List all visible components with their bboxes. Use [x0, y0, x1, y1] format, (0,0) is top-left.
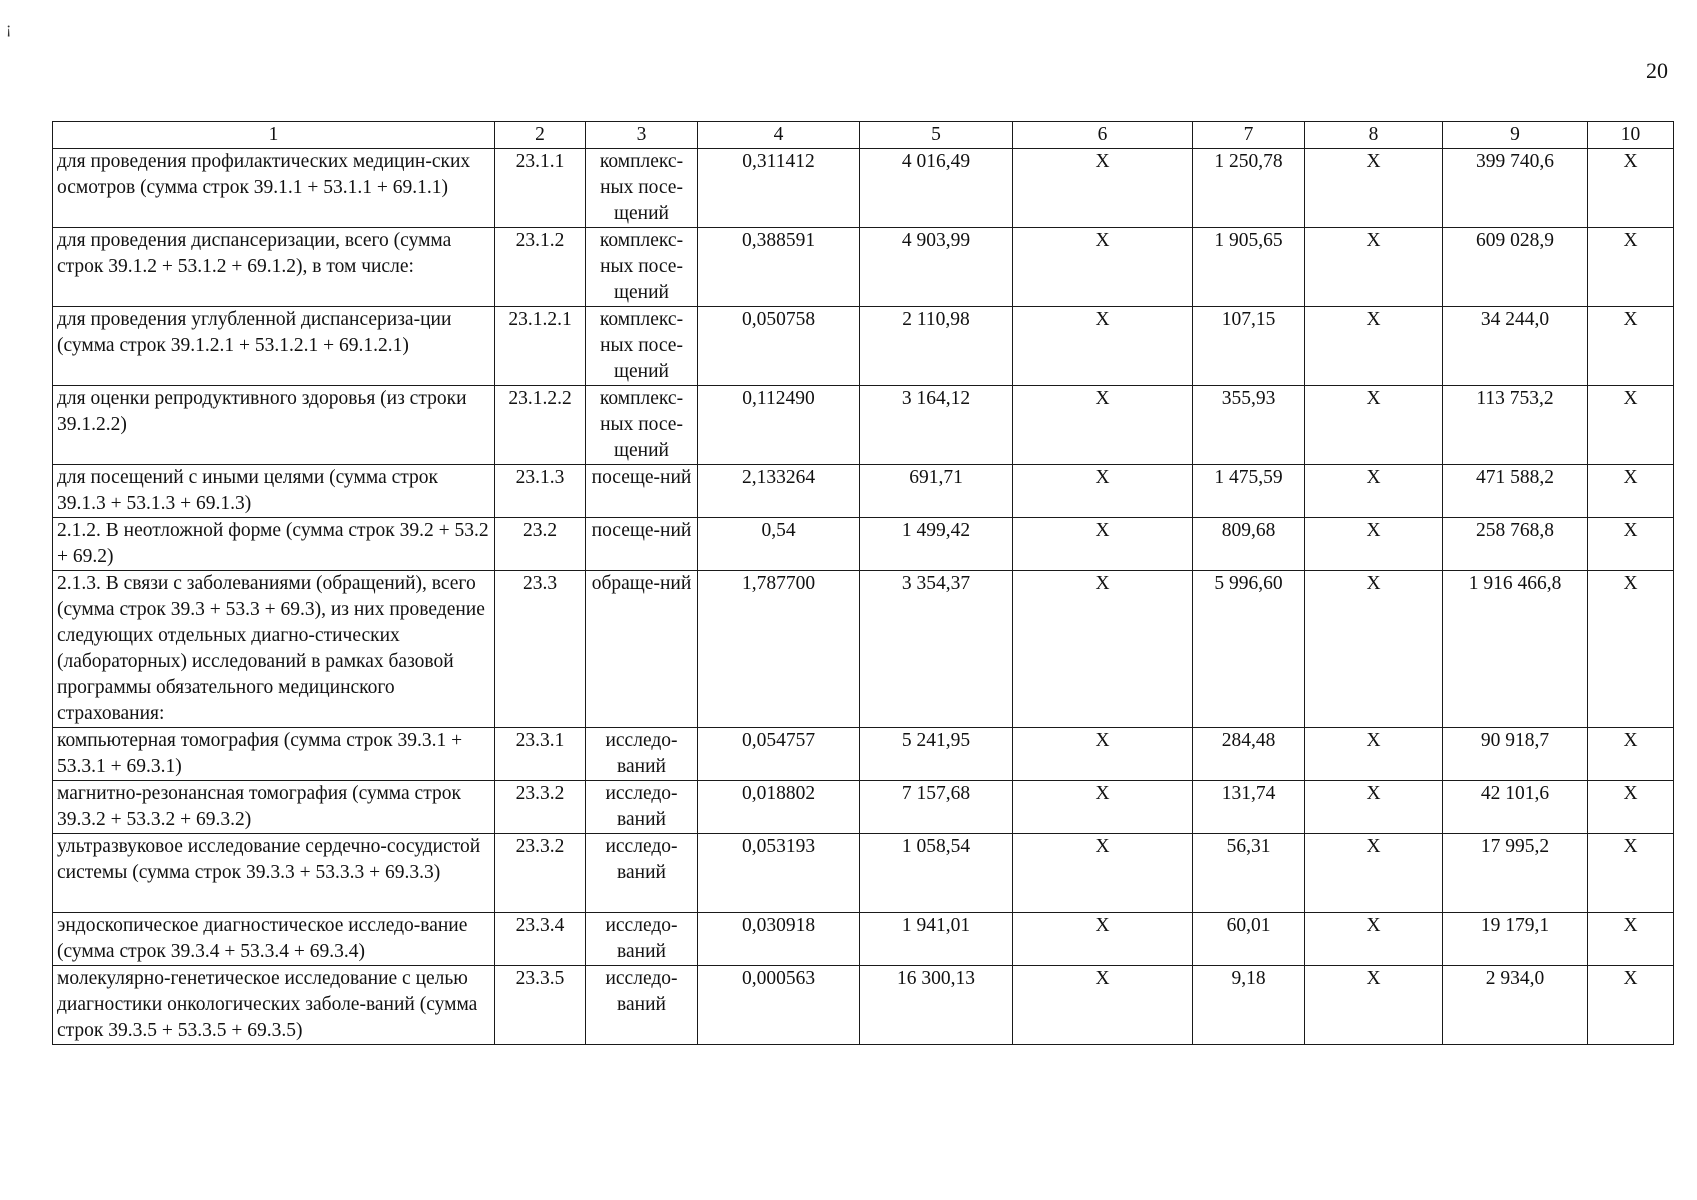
table-row — [53, 465, 1674, 518]
cell-col-4: 0,030918 — [698, 913, 860, 966]
cell-col-4: 0,050758 — [698, 307, 860, 386]
row-unit: исследо-ваний — [586, 913, 698, 966]
table-row — [53, 728, 1674, 781]
cell-col-6: X — [1013, 966, 1193, 1045]
cell-col-6: X — [1013, 781, 1193, 834]
row-unit: исследо-ваний — [586, 834, 698, 913]
column-header: 9 — [1443, 122, 1588, 149]
cell-col-9: 609 028,9 — [1443, 228, 1588, 307]
cell-col-5: 7 157,68 — [860, 781, 1013, 834]
row-code: 23.3.2 — [495, 834, 586, 913]
cell-col-7: 355,93 — [1193, 386, 1305, 465]
row-unit: обраще-ний — [586, 571, 698, 728]
row-code: 23.3.1 — [495, 728, 586, 781]
cell-col-9: 471 588,2 — [1443, 465, 1588, 518]
cell-col-9: 2 934,0 — [1443, 966, 1588, 1045]
table-row — [53, 228, 1674, 307]
cell-col-5: 2 110,98 — [860, 307, 1013, 386]
cell-col-10: X — [1588, 386, 1674, 465]
cell-col-8: X — [1305, 834, 1443, 913]
cell-col-7: 9,18 — [1193, 966, 1305, 1045]
cell-col-4: 0,54 — [698, 518, 860, 571]
cell-col-9: 113 753,2 — [1443, 386, 1588, 465]
cell-col-4: 0,311412 — [698, 149, 860, 228]
column-header: 10 — [1588, 122, 1674, 149]
row-code: 23.3.2 — [495, 781, 586, 834]
cell-col-5: 5 241,95 — [860, 728, 1013, 781]
row-code: 23.3.4 — [495, 913, 586, 966]
cell-col-7: 284,48 — [1193, 728, 1305, 781]
cell-col-8: X — [1305, 518, 1443, 571]
table-row — [53, 834, 1674, 913]
table-row — [53, 518, 1674, 571]
cell-col-10: X — [1588, 518, 1674, 571]
column-header: 5 — [860, 122, 1013, 149]
cell-col-10: X — [1588, 465, 1674, 518]
cell-col-6: X — [1013, 307, 1193, 386]
cell-col-6: X — [1013, 518, 1193, 571]
row-name: эндоскопическое диагностическое исследо-вание (сумма строк 39.3.4 + 53.3.4 + 69.3.4) — [53, 913, 495, 966]
row-unit: комплекс-ных посе-щений — [586, 228, 698, 307]
column-header: 6 — [1013, 122, 1193, 149]
cell-col-7: 809,68 — [1193, 518, 1305, 571]
cell-col-10: X — [1588, 149, 1674, 228]
cell-col-6: X — [1013, 228, 1193, 307]
row-name: для проведения диспансеризации, всего (сумма строк 39.1.2 + 53.1.2 + 69.1.2), в том числе: — [53, 228, 495, 307]
cell-col-9: 1 916 466,8 — [1443, 571, 1588, 728]
cell-col-10: X — [1588, 571, 1674, 728]
row-name: для посещений с иными целями (сумма строк 39.1.3 + 53.1.3 + 69.1.3) — [53, 465, 495, 518]
column-header: 8 — [1305, 122, 1443, 149]
row-code: 23.1.2 — [495, 228, 586, 307]
cell-col-8: X — [1305, 913, 1443, 966]
cell-col-4: 0,388591 — [698, 228, 860, 307]
cell-col-7: 1 475,59 — [1193, 465, 1305, 518]
cell-col-9: 42 101,6 — [1443, 781, 1588, 834]
cell-col-6: X — [1013, 728, 1193, 781]
row-unit: посеще-ний — [586, 465, 698, 518]
cell-col-7: 60,01 — [1193, 913, 1305, 966]
row-unit: исследо-ваний — [586, 781, 698, 834]
cell-col-6: X — [1013, 913, 1193, 966]
cell-col-6: X — [1013, 465, 1193, 518]
row-name: 2.1.2. В неотложной форме (сумма строк 39.2 + 53.2 + 69.2) — [53, 518, 495, 571]
cell-col-7: 56,31 — [1193, 834, 1305, 913]
cell-col-8: X — [1305, 386, 1443, 465]
row-unit: комплекс-ных посе-щений — [586, 307, 698, 386]
row-name: для проведения профилактических медицин-ских осмотров (сумма строк 39.1.1 + 53.1.1 + 69.1.1) — [53, 149, 495, 228]
cell-col-9: 19 179,1 — [1443, 913, 1588, 966]
row-name: для оценки репродуктивного здоровья (из строки 39.1.2.2) — [53, 386, 495, 465]
cell-col-10: X — [1588, 966, 1674, 1045]
cell-col-4: 0,053193 — [698, 834, 860, 913]
table-row — [53, 913, 1674, 966]
column-header: 7 — [1193, 122, 1305, 149]
row-code: 23.2 — [495, 518, 586, 571]
row-code: 23.1.1 — [495, 149, 586, 228]
cell-col-9: 258 768,8 — [1443, 518, 1588, 571]
cell-col-6: X — [1013, 834, 1193, 913]
cell-col-8: X — [1305, 571, 1443, 728]
cell-col-9: 399 740,6 — [1443, 149, 1588, 228]
table-row — [53, 571, 1674, 728]
cell-col-10: X — [1588, 307, 1674, 386]
cell-col-8: X — [1305, 728, 1443, 781]
column-header: 2 — [495, 122, 586, 149]
cell-col-5: 3 164,12 — [860, 386, 1013, 465]
page-number: 20 — [1646, 58, 1668, 83]
cell-col-5: 4 016,49 — [860, 149, 1013, 228]
header-row — [53, 122, 1674, 149]
cell-col-10: X — [1588, 728, 1674, 781]
cell-col-8: X — [1305, 307, 1443, 386]
cell-col-4: 0,112490 — [698, 386, 860, 465]
row-name: магнитно-резонансная томография (сумма строк 39.3.2 + 53.3.2 + 69.3.2) — [53, 781, 495, 834]
cell-col-8: X — [1305, 149, 1443, 228]
cell-col-5: 4 903,99 — [860, 228, 1013, 307]
data-table — [52, 121, 1674, 1045]
column-header: 4 — [698, 122, 860, 149]
cell-col-10: X — [1588, 228, 1674, 307]
table-row — [53, 966, 1674, 1045]
cell-col-6: X — [1013, 149, 1193, 228]
row-unit: комплекс-ных посе-щений — [586, 386, 698, 465]
cell-col-5: 691,71 — [860, 465, 1013, 518]
row-code: 23.3.5 — [495, 966, 586, 1045]
cell-col-10: X — [1588, 913, 1674, 966]
table-row — [53, 781, 1674, 834]
cell-col-5: 1 499,42 — [860, 518, 1013, 571]
cell-col-9: 34 244,0 — [1443, 307, 1588, 386]
cell-col-8: X — [1305, 781, 1443, 834]
table-row — [53, 307, 1674, 386]
row-code: 23.1.2.2 — [495, 386, 586, 465]
row-name: молекулярно-генетическое исследование с целью диагностики онкологических заболе-ваний (сумма строк 39.3.5 + 53.3.5 + 69.3.5) — [53, 966, 495, 1045]
cell-col-8: X — [1305, 966, 1443, 1045]
cell-col-4: 0,000563 — [698, 966, 860, 1045]
cell-col-4: 1,787700 — [698, 571, 860, 728]
cell-col-4: 0,018802 — [698, 781, 860, 834]
column-header: 1 — [53, 122, 495, 149]
column-header: 3 — [586, 122, 698, 149]
cell-col-5: 3 354,37 — [860, 571, 1013, 728]
row-code: 23.1.2.1 — [495, 307, 586, 386]
cell-col-5: 1 058,54 — [860, 834, 1013, 913]
cell-col-4: 2,133264 — [698, 465, 860, 518]
row-unit: посеще-ний — [586, 518, 698, 571]
row-code: 23.3 — [495, 571, 586, 728]
cell-col-7: 107,15 — [1193, 307, 1305, 386]
cell-col-10: X — [1588, 834, 1674, 913]
row-name: 2.1.3. В связи с заболеваниями (обращений), всего (сумма строк 39.3 + 53.3 + 69.3), из них проведение следующих отдельных диагно-стических (лабораторных) исследований в рамках базовой программы обязательного медицинского страхования: — [53, 571, 495, 728]
cell-col-7: 5 996,60 — [1193, 571, 1305, 728]
row-name: для проведения углубленной диспансериза-ции (сумма строк 39.1.2.1 + 53.1.2.1 + 69.1.2.1) — [53, 307, 495, 386]
cell-col-4: 0,054757 — [698, 728, 860, 781]
margin-mark: ¡ — [6, 20, 12, 37]
cell-col-5: 16 300,13 — [860, 966, 1013, 1045]
cell-col-8: X — [1305, 465, 1443, 518]
table-row — [53, 149, 1674, 228]
row-unit: исследо-ваний — [586, 966, 698, 1045]
cell-col-5: 1 941,01 — [860, 913, 1013, 966]
table-row — [53, 386, 1674, 465]
row-unit: исследо-ваний — [586, 728, 698, 781]
cell-col-6: X — [1013, 386, 1193, 465]
cell-col-6: X — [1013, 571, 1193, 728]
row-code: 23.1.3 — [495, 465, 586, 518]
row-name: ультразвуковое исследование сердечно-сосудистой системы (сумма строк 39.3.3 + 53.3.3 + 69.3.3) — [53, 834, 495, 913]
row-name: компьютерная томография (сумма строк 39.3.1 + 53.3.1 + 69.3.1) — [53, 728, 495, 781]
cell-col-7: 1 250,78 — [1193, 149, 1305, 228]
cell-col-8: X — [1305, 228, 1443, 307]
cell-col-10: X — [1588, 781, 1674, 834]
cell-col-9: 90 918,7 — [1443, 728, 1588, 781]
row-unit: комплекс-ных посе-щений — [586, 149, 698, 228]
cell-col-7: 1 905,65 — [1193, 228, 1305, 307]
cell-col-7: 131,74 — [1193, 781, 1305, 834]
cell-col-9: 17 995,2 — [1443, 834, 1588, 913]
